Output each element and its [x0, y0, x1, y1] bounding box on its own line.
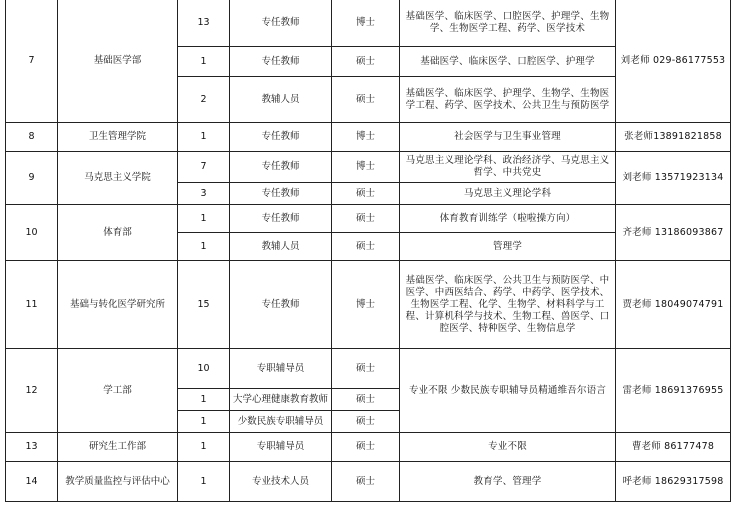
hire-count: 13	[178, 0, 230, 47]
major: 基础医学、临床医学、口腔医学、护理学、生物学、生物医学工程、药学、医学技术	[400, 0, 616, 47]
position: 专任教师	[230, 261, 332, 349]
contact: 齐老师 13186093867	[616, 205, 731, 261]
degree: 硕士	[332, 411, 400, 433]
row-number: 9	[6, 152, 58, 205]
hire-count: 1	[178, 411, 230, 433]
row-number: 7	[6, 0, 58, 123]
contact: 张老师13891821858	[616, 123, 731, 152]
department: 基础医学部	[58, 0, 178, 123]
position: 专任教师	[230, 47, 332, 77]
position: 教辅人员	[230, 77, 332, 123]
major: 专业不限 少数民族专职辅导员精通维吾尔语言	[400, 349, 616, 433]
position: 专职辅导员	[230, 433, 332, 462]
position: 大学心理健康教育教师	[230, 389, 332, 411]
degree: 硕士	[332, 183, 400, 205]
major: 社会医学与卫生事业管理	[400, 123, 616, 152]
hire-count: 1	[178, 462, 230, 502]
hire-count: 1	[178, 47, 230, 77]
degree: 硕士	[332, 47, 400, 77]
contact: 贾老师 18049074791	[616, 261, 731, 349]
major: 专业不限	[400, 433, 616, 462]
degree: 硕士	[332, 233, 400, 261]
degree: 博士	[332, 0, 400, 47]
department: 体育部	[58, 205, 178, 261]
department: 研究生工作部	[58, 433, 178, 462]
hire-count: 7	[178, 152, 230, 183]
hire-count: 1	[178, 205, 230, 233]
department: 卫生管理学院	[58, 123, 178, 152]
major: 体育教育训练学（啦啦操方向）	[400, 205, 616, 233]
table-row	[6, 349, 731, 389]
hire-count: 15	[178, 261, 230, 349]
degree: 硕士	[332, 389, 400, 411]
degree: 硕士	[332, 462, 400, 502]
hire-count: 1	[178, 233, 230, 261]
table-row	[6, 433, 731, 462]
row-number: 10	[6, 205, 58, 261]
recruitment-table	[5, 0, 731, 502]
major: 管理学	[400, 233, 616, 261]
position: 专业技术人员	[230, 462, 332, 502]
degree: 硕士	[332, 433, 400, 462]
position: 教辅人员	[230, 233, 332, 261]
contact: 雷老师 18691376955	[616, 349, 731, 433]
table-row	[6, 152, 731, 183]
degree: 硕士	[332, 349, 400, 389]
position: 少数民族专职辅导员	[230, 411, 332, 433]
position: 专任教师	[230, 0, 332, 47]
table-row	[6, 261, 731, 349]
row-number: 8	[6, 123, 58, 152]
position: 专职辅导员	[230, 349, 332, 389]
department: 学工部	[58, 349, 178, 433]
major: 马克思主义理论学科、政治经济学、马克思主义哲学、中共党史	[400, 152, 616, 183]
position: 专任教师	[230, 123, 332, 152]
hire-count: 1	[178, 123, 230, 152]
position: 专任教师	[230, 183, 332, 205]
major: 马克思主义理论学科	[400, 183, 616, 205]
table-row	[6, 0, 731, 47]
row-number: 14	[6, 462, 58, 502]
contact: 刘老师 13571923134	[616, 152, 731, 205]
row-number: 11	[6, 261, 58, 349]
table-row	[6, 205, 731, 233]
department: 教学质量监控与评估中心	[58, 462, 178, 502]
degree: 硕士	[332, 205, 400, 233]
hire-count: 3	[178, 183, 230, 205]
table-row	[6, 462, 731, 502]
department: 马克思主义学院	[58, 152, 178, 205]
row-number: 13	[6, 433, 58, 462]
department: 基础与转化医学研究所	[58, 261, 178, 349]
major: 基础医学、临床医学、口腔医学、护理学	[400, 47, 616, 77]
hire-count: 2	[178, 77, 230, 123]
hire-count: 1	[178, 433, 230, 462]
degree: 博士	[332, 123, 400, 152]
hire-count: 1	[178, 389, 230, 411]
table-row	[6, 123, 731, 152]
major: 基础医学、临床医学、护理学、生物学、生物医学工程、药学、医学技术、公共卫生与预防医学	[400, 77, 616, 123]
position: 专任教师	[230, 152, 332, 183]
degree: 硕士	[332, 77, 400, 123]
position: 专任教师	[230, 205, 332, 233]
hire-count: 10	[178, 349, 230, 389]
major: 教育学、管理学	[400, 462, 616, 502]
contact: 刘老师 029-86177553	[616, 0, 731, 123]
major: 基础医学、临床医学、公共卫生与预防医学、中医学、中西医结合、药学、中药学、医学技术、生物医学工程、化学、生物学、材料科学与工程、计算机科学与技术、生物工程、兽医学、口腔医学、特种医学、生物信息学	[400, 261, 616, 349]
row-number: 12	[6, 349, 58, 433]
contact: 曹老师 86177478	[616, 433, 731, 462]
contact: 呼老师 18629317598	[616, 462, 731, 502]
degree: 博士	[332, 152, 400, 183]
degree: 博士	[332, 261, 400, 349]
